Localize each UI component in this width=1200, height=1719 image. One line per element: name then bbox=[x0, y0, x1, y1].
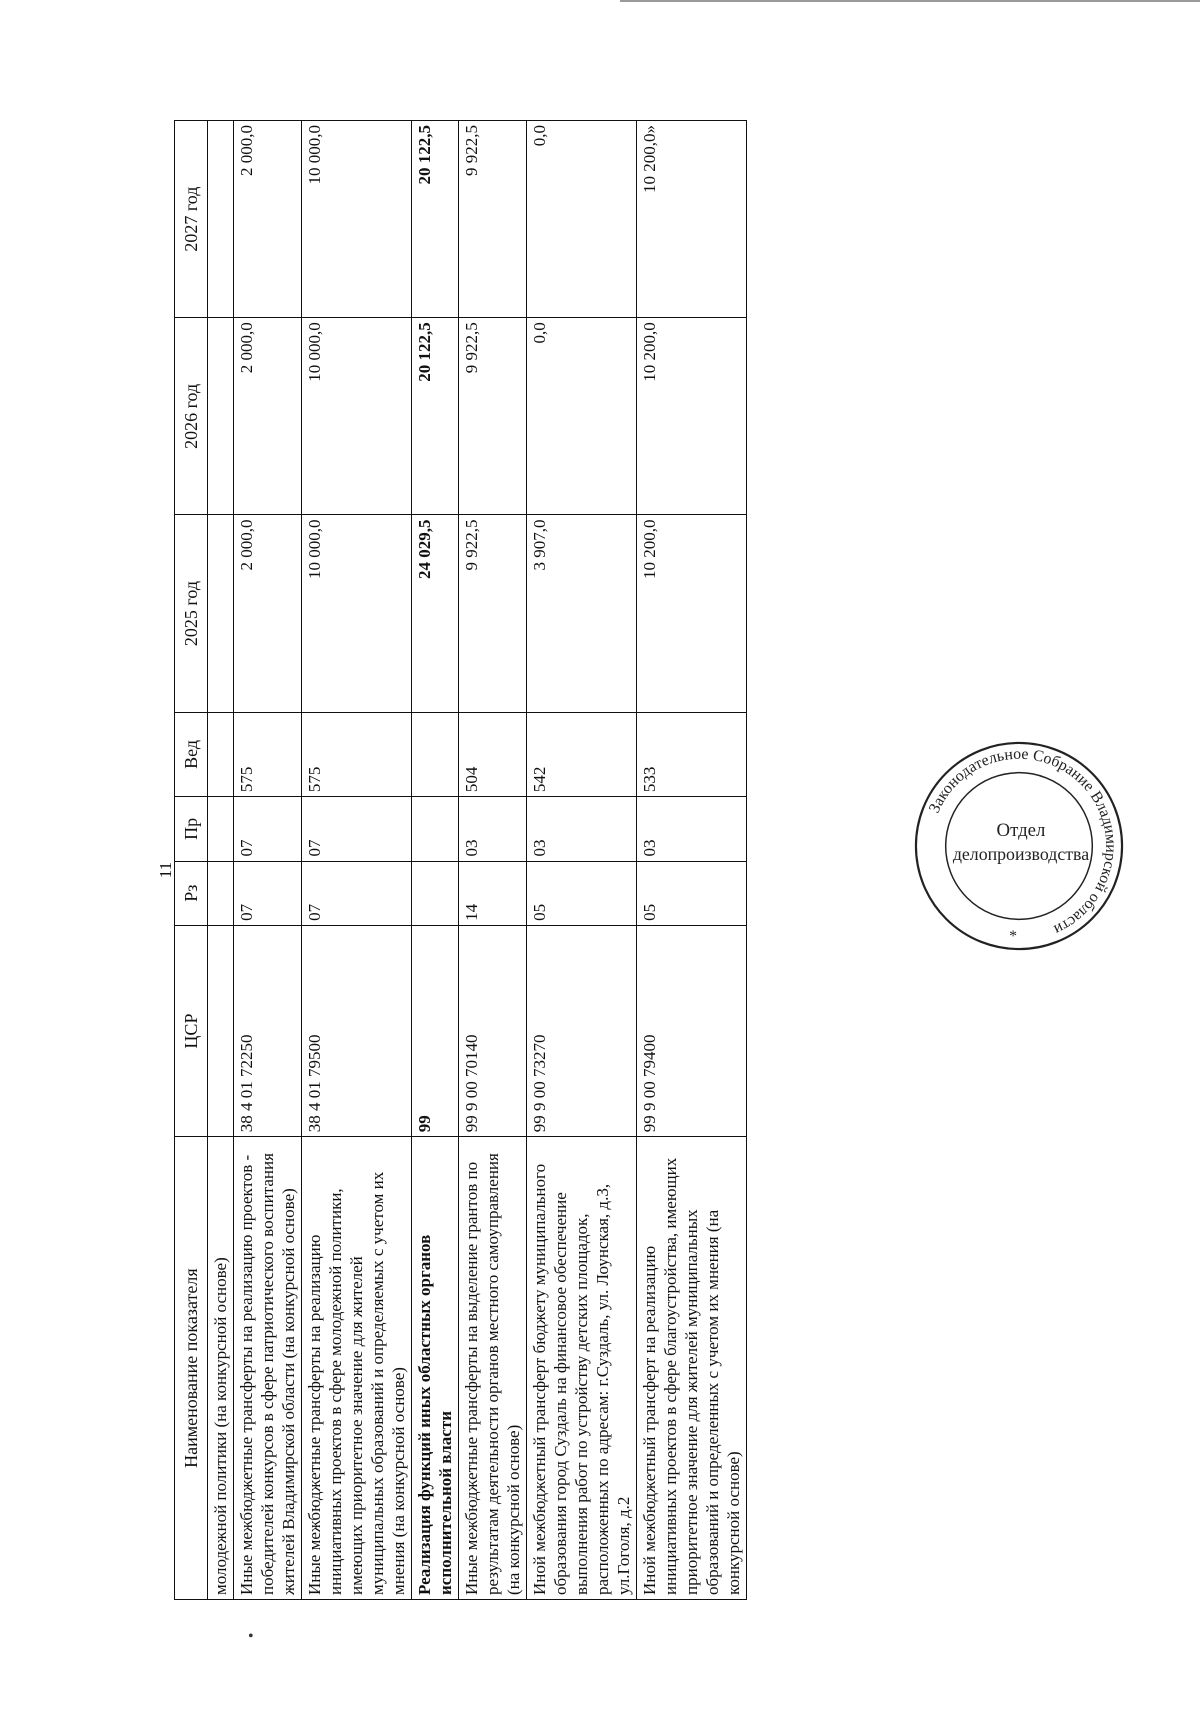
table-row bbox=[527, 121, 637, 1600]
cell-rz: 07 bbox=[234, 861, 302, 925]
table-row bbox=[208, 121, 234, 1600]
cell-rz bbox=[412, 861, 459, 925]
cell-pr: 03 bbox=[459, 797, 527, 861]
cell-ved: 575 bbox=[234, 712, 302, 797]
page-number: 11 bbox=[156, 861, 176, 879]
cell-y2025: 10 200,0 bbox=[637, 515, 747, 712]
stamp-ring-textpath: Законодательное Собрание Владимирской области bbox=[925, 745, 1120, 939]
cell-name: Иные межбюджетные трансферты на реализацию инициативных проектов в сфере молодежной политики, имеющих приоритетное значение для жителей муниципальных образований и определяемых с учетом их мнения (на конкурсной основе) bbox=[302, 1137, 412, 1600]
header-rz: Рз bbox=[175, 861, 208, 925]
cell-y2026: 10 200,0 bbox=[637, 318, 747, 515]
cell-y2026 bbox=[208, 318, 234, 515]
scan-edge-line bbox=[620, 0, 1200, 2]
stamp-star: * bbox=[1009, 928, 1018, 946]
rotated-table-wrapper bbox=[174, 120, 994, 1600]
cell-y2026: 10 000,0 bbox=[302, 318, 412, 515]
cell-name: Иной межбюджетный трансферт на реализацию инициативных проектов в сфере благоустройства, имеющих приоритетное значение для жителей муниципальных образований и определенных с учетом их мнения (на конкурсной основе) bbox=[637, 1137, 747, 1600]
table-row bbox=[412, 121, 459, 1600]
cell-csr: 38 4 01 72250 bbox=[234, 925, 302, 1136]
cell-rz bbox=[208, 861, 234, 925]
cell-y2026: 9 922,5 bbox=[459, 318, 527, 515]
header-row bbox=[175, 121, 208, 1600]
rotated-table-inner bbox=[174, 120, 994, 1600]
cell-csr bbox=[208, 925, 234, 1136]
stamp-line-2: делопроизводства bbox=[952, 843, 1090, 864]
cell-rz: 05 bbox=[527, 861, 637, 925]
cell-pr bbox=[412, 797, 459, 861]
cell-rz: 05 bbox=[637, 861, 747, 925]
cell-name: молодежной политики (на конкурсной основе) bbox=[208, 1137, 234, 1600]
cell-name: Иной межбюджетный трансферт бюджету муниципального образования город Суздаль на финансовое обеспечение выполнения работ по устройству детских площадок, расположенных по адресам: г.Суздаль, ул. Лоунская, д.3, ул.Гоголя, д.2 bbox=[527, 1137, 637, 1600]
header-csr: ЦСР bbox=[175, 925, 208, 1136]
cell-pr: 07 bbox=[302, 797, 412, 861]
cell-ved: 575 bbox=[302, 712, 412, 797]
cell-ved bbox=[412, 712, 459, 797]
scan-speck: • bbox=[248, 1628, 254, 1645]
cell-name: Иные межбюджетные трансферты на реализацию проектов - победителей конкурсов в сфере патриотического воспитания жителей Владимирской области (на конкурсной основе) bbox=[234, 1137, 302, 1600]
cell-y2025: 9 922,5 bbox=[459, 515, 527, 712]
table-row bbox=[302, 121, 412, 1600]
table-row bbox=[459, 121, 527, 1600]
header-pr: Пр bbox=[175, 797, 208, 861]
cell-y2027 bbox=[208, 121, 234, 318]
cell-pr bbox=[208, 797, 234, 861]
header-2026: 2026 год bbox=[175, 318, 208, 515]
budget-table bbox=[174, 120, 747, 1600]
header-2027: 2027 год bbox=[175, 121, 208, 318]
cell-y2027: 20 122,5 bbox=[412, 121, 459, 318]
cell-ved bbox=[208, 712, 234, 797]
cell-y2026: 0,0 bbox=[527, 318, 637, 515]
cell-y2026: 2 000,0 bbox=[234, 318, 302, 515]
cell-csr: 99 9 00 73270 bbox=[527, 925, 637, 1136]
cell-rz: 14 bbox=[459, 861, 527, 925]
cell-name: Иные межбюджетные трансферты на выделение грантов по результатам деятельности органов местного самоуправления (на конкурсной основе) bbox=[459, 1137, 527, 1600]
header-ved: Вед bbox=[175, 712, 208, 797]
table-row bbox=[637, 121, 747, 1600]
cell-csr: 38 4 01 79500 bbox=[302, 925, 412, 1136]
cell-pr: 07 bbox=[234, 797, 302, 861]
cell-rz: 07 bbox=[302, 861, 412, 925]
header-name: Наименование показателя bbox=[175, 1137, 208, 1600]
stamp-line-1: Отдел bbox=[996, 820, 1046, 842]
cell-y2025: 2 000,0 bbox=[234, 515, 302, 712]
cell-y2025 bbox=[208, 515, 234, 712]
cell-name: Реализация функций иных областных органов исполнительной власти bbox=[412, 1137, 459, 1600]
cell-ved: 542 bbox=[527, 712, 637, 797]
cell-y2025: 10 000,0 bbox=[302, 515, 412, 712]
cell-pr: 03 bbox=[527, 797, 637, 861]
table-body bbox=[208, 121, 747, 1600]
cell-y2027: 9 922,5 bbox=[459, 121, 527, 318]
cell-pr: 03 bbox=[637, 797, 747, 861]
official-stamp bbox=[910, 737, 1128, 955]
cell-y2027: 2 000,0 bbox=[234, 121, 302, 318]
cell-y2025: 3 907,0 bbox=[527, 515, 637, 712]
cell-ved: 533 bbox=[637, 712, 747, 797]
table-row bbox=[234, 121, 302, 1600]
cell-csr: 99 9 00 79400 bbox=[637, 925, 747, 1136]
cell-csr: 99 bbox=[412, 925, 459, 1136]
cell-ved: 504 bbox=[459, 712, 527, 797]
cell-y2027: 10 000,0 bbox=[302, 121, 412, 318]
cell-y2027: 0,0 bbox=[527, 121, 637, 318]
stamp-ring-text bbox=[926, 746, 1119, 939]
cell-y2027: 10 200,0» bbox=[637, 121, 747, 318]
cell-y2025: 24 029,5 bbox=[412, 515, 459, 712]
header-2025: 2025 год bbox=[175, 515, 208, 712]
cell-y2026: 20 122,5 bbox=[412, 318, 459, 515]
cell-csr: 99 9 00 70140 bbox=[459, 925, 527, 1136]
